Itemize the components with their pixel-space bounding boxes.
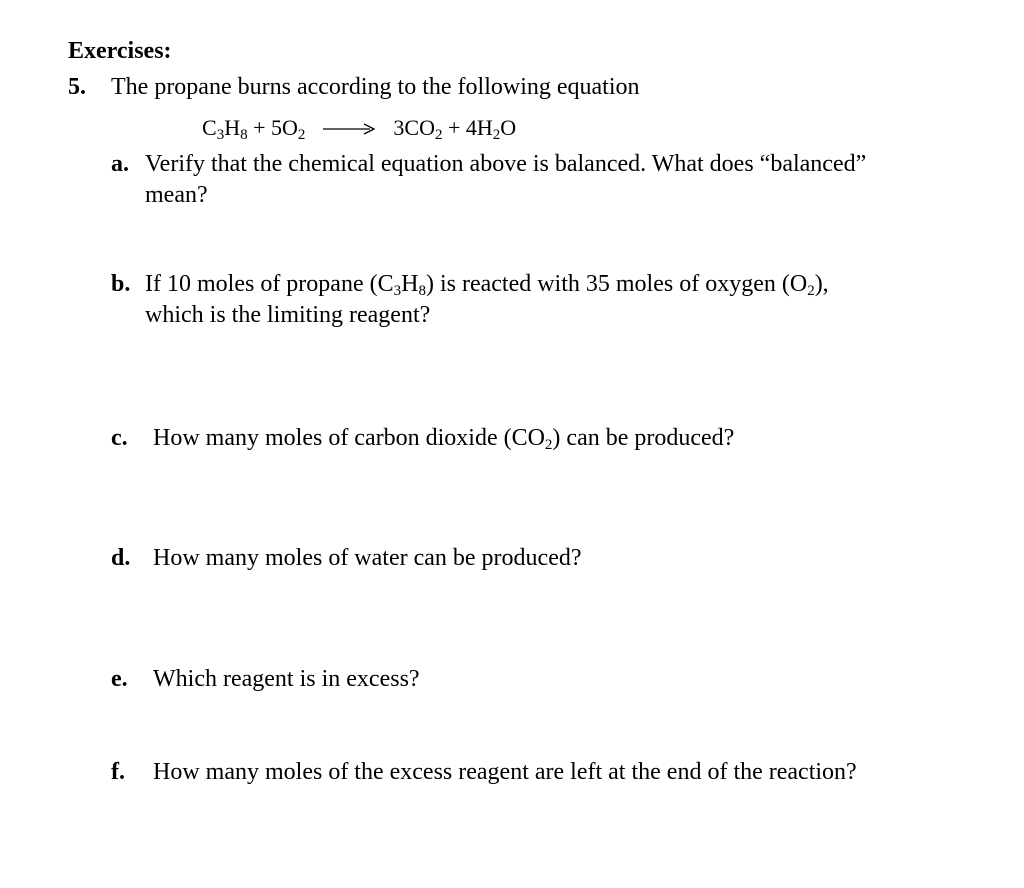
part-a-letter: a.: [111, 151, 129, 177]
part-c-letter: c.: [111, 425, 128, 451]
question-number: 5.: [68, 74, 86, 100]
part-f-letter: f.: [111, 759, 125, 785]
part-d-letter: d.: [111, 545, 131, 571]
part-b-text: If 10 moles of propane $(C_3H_8)$ is reacted with 35 moles of oxygen $(O_2)$, which is the limiting reagent?: [145, 271, 829, 328]
reactant-propane: $C_3H_8$: [202, 115, 248, 143]
part-e-text: Which reagent is in excess?: [153, 666, 420, 692]
part-d-text: How many moles of water can be produced?: [153, 545, 582, 571]
reaction-arrow-icon: [323, 122, 375, 136]
part-a-text: Verify that the chemical equation above is balanced. What does “balanced” mean?: [145, 151, 867, 208]
reactant-oxygen: $5O_2$: [271, 115, 306, 143]
plus-sign: +: [247, 115, 271, 140]
part-e-letter: e.: [111, 666, 128, 692]
product-water: $4H_2O$: [465, 115, 517, 143]
plus-sign: +: [442, 115, 466, 140]
part-c-text: How many moles of carbon dioxide $(CO_2)$ can be produced?: [153, 425, 735, 453]
product-carbon-dioxide: $3CO_2$: [393, 115, 443, 143]
part-f-text: How many moles of the excess reagent are left at the end of the reaction?: [153, 759, 857, 785]
part-b-letter: b.: [111, 271, 131, 297]
chemical-equation: [202, 115, 516, 141]
exercises-heading: Exercises:: [68, 38, 172, 64]
question-text: The propane burns according to the following equation: [111, 74, 640, 100]
